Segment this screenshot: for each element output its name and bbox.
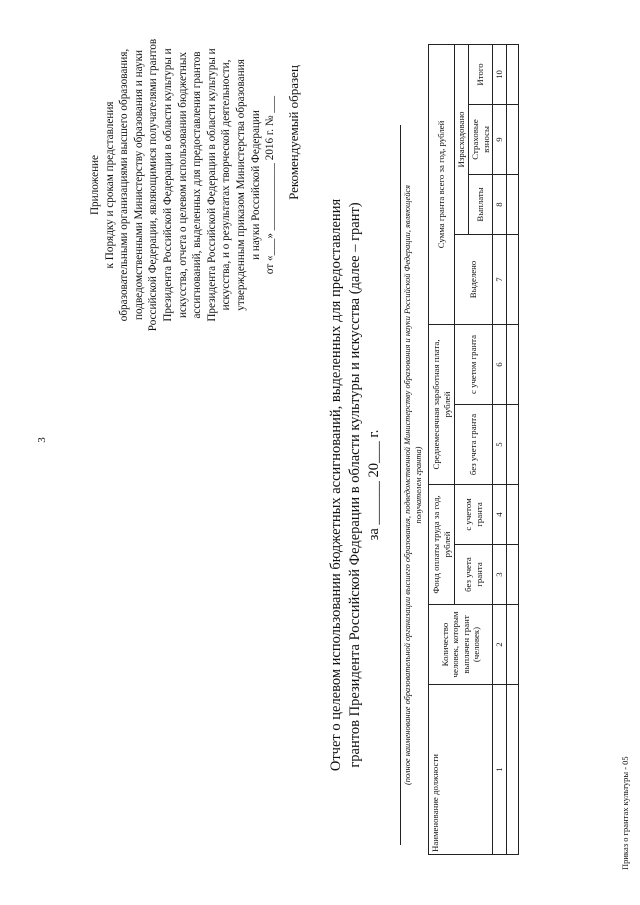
- table-cell: [506, 484, 518, 544]
- column-number: 8: [493, 174, 507, 234]
- footer-stamp: Приказ о грантах культуры - 05: [620, 756, 630, 870]
- header-insurance: Страховые взносы: [469, 104, 493, 174]
- column-number: 10: [493, 44, 507, 104]
- table-cell: [506, 685, 518, 855]
- appendix-line: от «___» ____________ 2016 г. № ___: [264, 95, 277, 275]
- report-period-line: за ______ 20___ г.: [366, 429, 382, 541]
- appendix-line: и науки Российской Федерации: [249, 110, 262, 260]
- header-with-grant: с учетом гранта: [455, 324, 493, 404]
- column-number: 3: [493, 545, 507, 605]
- appendix-line: искусства, и о результатах творческой деятельности,: [220, 59, 233, 311]
- table-cell: [506, 324, 518, 404]
- header-allocated: Выделено: [455, 234, 493, 324]
- report-title: [327, 125, 384, 845]
- table-cell: [506, 104, 518, 174]
- header-grant-total: Сумма гранта всего за год, рублей: [429, 44, 455, 324]
- organization-caption-line: (полное наименование образовательной организации высшего образования, подведомственной Министерству образования и науки Российской Федерации, являющейся: [403, 184, 412, 786]
- header-without-grant: без учета гранта: [455, 404, 493, 484]
- appendix-line: подведомственными Министерству образования и науки: [132, 50, 145, 320]
- column-number: 5: [493, 404, 507, 484]
- appendix-line: ассигнований, выделенных для предоставления грантов: [191, 51, 204, 319]
- appendix-line: к Порядку и срокам представления: [103, 101, 116, 269]
- header-average-wage: Среднемесячная заработная плата, рублей: [429, 324, 455, 484]
- column-number-row: [493, 44, 507, 854]
- page-number: 3: [36, 437, 48, 443]
- appendix-line: Российской Федерации, являющимися получателями грантов: [147, 38, 160, 332]
- table-cell: [506, 174, 518, 234]
- column-number: 1: [493, 685, 507, 855]
- report-title-line: Отчет о целевом использовании бюджетных ассигнований, выделенных для предоставления: [328, 198, 344, 772]
- header-with-grant: с учетом гранта: [455, 484, 493, 544]
- table-cell: [506, 44, 518, 104]
- organization-caption-line: получателем гранта): [414, 446, 423, 524]
- column-number: 6: [493, 324, 507, 404]
- column-number: 7: [493, 234, 507, 324]
- appendix-title: Приложение: [89, 154, 101, 216]
- table-cell: [506, 605, 518, 685]
- appendix-line: Президента Российской Федерации в области культуры и: [205, 48, 218, 322]
- table-cell: [506, 545, 518, 605]
- appendix-line: образовательными организациями высшего образования,: [118, 48, 131, 322]
- appendix-line: утвержденным приказом Министерства образования: [234, 59, 247, 311]
- table-cell: [506, 404, 518, 484]
- organization-fill-line: [400, 125, 401, 845]
- header-without-grant: без учета гранта: [455, 545, 493, 605]
- appendix-block: [88, 5, 278, 365]
- report-title-line: грантов Президента Российской Федерации в области культуры и искусства (далее – грант): [347, 202, 363, 768]
- table-cell: [506, 234, 518, 324]
- header-payments: Выплаты: [469, 174, 493, 234]
- recommended-sample-label: Рекомендуемый образец: [286, 65, 301, 200]
- empty-data-row: [506, 44, 518, 854]
- header-spent: Израсходовано: [455, 44, 469, 234]
- column-number: 9: [493, 104, 507, 174]
- appendix-line: искусства, отчета о целевом использовании бюджетных: [176, 52, 189, 318]
- appendix-line: Президента Российской Федерации в области культуры и: [161, 48, 174, 322]
- column-number: 2: [493, 605, 507, 685]
- grant-report-table: [428, 44, 519, 855]
- organization-caption: [400, 125, 424, 845]
- header-wage-fund: Фонд оплаты труда за год, рублей: [429, 484, 455, 604]
- column-number: 4: [493, 484, 507, 544]
- header-people-count: Количество человек, которым выплачен грант (человек): [429, 605, 493, 685]
- header-total: Итого: [469, 44, 493, 104]
- header-position: Наименование должности: [429, 685, 493, 855]
